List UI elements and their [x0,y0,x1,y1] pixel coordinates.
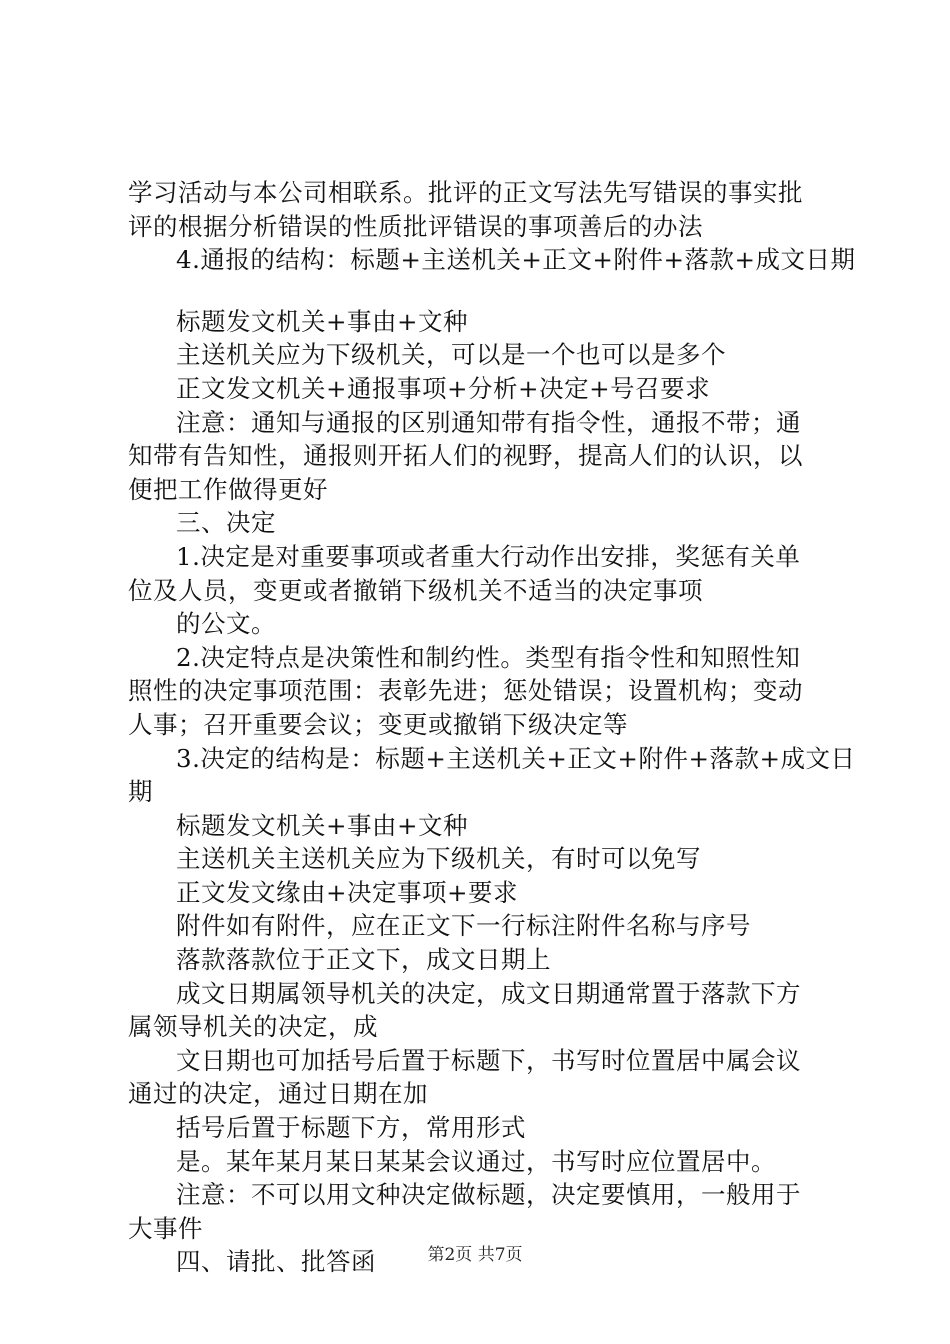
text-line: 标题发文机关+事由+文种 [176,810,469,840]
text-line: 学习活动与本公司相联系。批评的正文写法先写错误的事实批 [128,178,803,207]
text-line: 文日期也可加括号后置于标题下，书写时位置居中属会议 [176,1045,801,1075]
section-heading: 4.通报的结构：标题+主送机关+正文+附件+落款+成文日期 [176,245,856,275]
section-heading: 三、决定 [176,508,276,538]
section-heading: 四、请批、批答函 [176,1247,376,1277]
document-body [128,176,856,1279]
text-line: 落款落款位于正文下，成文日期上 [176,945,551,975]
text-line: 属领导机关的决定，成 [128,1012,378,1042]
page-number: 第2页 共7页 [427,1245,523,1265]
text-line: 的公文。 [176,609,276,639]
text-line: 大事件 [128,1213,203,1243]
note-line: 注意：不可以用文种决定做标题，决定要慎用，一般用于 [176,1180,801,1210]
note-line: 注意：通知与通报的区别通知带有指令性，通报不带；通 [176,407,801,437]
text-line: 评的根据分析错误的性质批评错误的事项善后的办法 [128,211,703,241]
text-line: 括号后置于标题下方，常用形式 [176,1113,526,1143]
text-line: 标题发文机关+事由+文种 [176,306,469,336]
text-line: 附件如有附件，应在正文下一行标注附件名称与序号 [176,911,751,941]
text-line: 1.决定是对重要事项或者重大行动作出安排，奖惩有关单 [176,541,801,571]
text-line: 主送机关应为下级机关，可以是一个也可以是多个 [176,340,726,370]
text-line: 知带有告知性，通报则开拓人们的视野，提高人们的认识，以 [128,441,803,471]
paragraph-spacer [128,277,833,305]
text-line: 便把工作做得更好 [128,474,328,504]
text-line: 人事；召开重要会议；变更或撤销下级决定等 [128,709,628,739]
text-line: 成文日期属领导机关的决定，成文日期通常置于落款下方 [176,978,801,1008]
section-heading: 3.决定的结构是：标题+主送机关+正文+附件+落款+成文日 [176,743,856,773]
text-line: 主送机关主送机关应为下级机关，有时可以免写 [176,844,701,874]
text-line: 2.决定特点是决策性和制约性。类型有指令性和知照性知 [176,642,801,672]
text-line: 是。某年某月某日某某会议通过，书写时应位置居中。 [176,1146,776,1176]
page-footer [0,1240,950,1265]
text-line: 期 [128,777,153,807]
text-line: 正文发文缘由+决定事项+要求 [176,877,519,907]
text-line: 正文发文机关+通报事项+分析+决定+号召要求 [176,373,711,403]
text-line: 照性的决定事项范围：表彰先进；惩处错误；设置机构；变动 [128,676,803,706]
text-line: 位及人员，变更或者撤销下级机关不适当的决定事项 [128,575,703,605]
text-line: 通过的决定，通过日期在加 [128,1079,428,1109]
